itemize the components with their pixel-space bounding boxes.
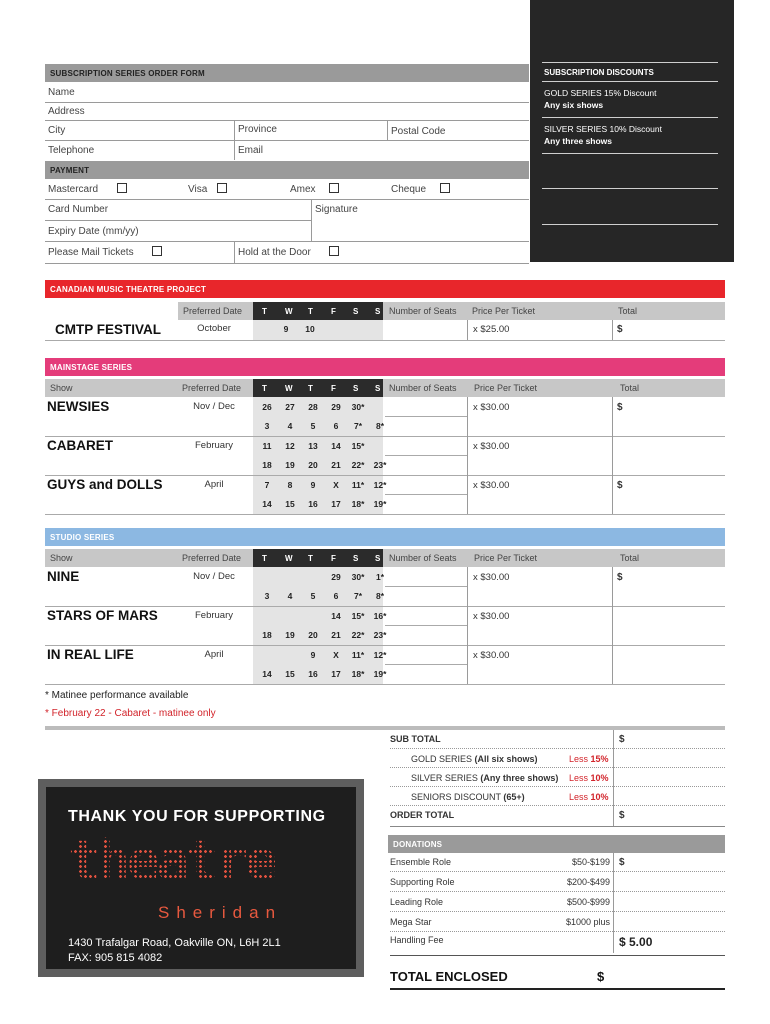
date-option[interactable]: 5	[310, 421, 316, 431]
province-label: Province	[238, 124, 277, 135]
cmtp-day-2[interactable]: 10	[305, 324, 315, 334]
amex-checkbox[interactable]	[329, 183, 339, 193]
mainstage-day-header	[253, 379, 383, 397]
donation-label: Leading Role	[390, 897, 444, 907]
row-divider	[45, 514, 725, 515]
day-letter: W	[285, 384, 293, 393]
date-option[interactable]: 3	[264, 591, 270, 601]
date-option[interactable]: 4	[287, 591, 293, 601]
row-divider	[45, 606, 725, 607]
date-option[interactable]: 21	[331, 630, 341, 640]
seats-field[interactable]	[385, 586, 467, 587]
seats-divider	[467, 606, 468, 645]
cmtp-header	[45, 280, 725, 298]
order-form-title: SUBSCRIPTION SERIES ORDER FORM	[50, 69, 205, 78]
date-option[interactable]: 17	[331, 669, 341, 679]
order-form-header	[45, 64, 529, 82]
day-letter: F	[331, 307, 336, 316]
preferred-date: April	[204, 479, 224, 490]
mastercard-label: Mastercard	[48, 184, 99, 195]
date-option[interactable]: 8	[287, 480, 293, 490]
payment-title: PAYMENT	[50, 166, 90, 175]
col-price: Price Per Ticket	[472, 306, 536, 316]
handling-fee-label: Handling Fee	[390, 935, 444, 945]
city-label: City	[48, 125, 66, 136]
col-price: Price Per Ticket	[474, 553, 538, 563]
date-option[interactable]: 17	[331, 499, 341, 509]
thank-you-headline: THANK YOU FOR SUPPORTING	[68, 808, 326, 825]
date-option[interactable]: 12*	[373, 650, 387, 660]
sheridan-logo-text: Sheridan	[158, 903, 283, 922]
date-option[interactable]: 28	[308, 402, 318, 412]
date-option[interactable]: 8*	[375, 421, 385, 431]
day-letter: S	[353, 307, 359, 316]
date-option[interactable]: 16*	[373, 611, 387, 621]
date-option[interactable]: 7	[264, 480, 270, 490]
studio-day-header	[253, 549, 383, 567]
donation-line[interactable]	[390, 891, 725, 892]
date-option[interactable]: 9	[310, 480, 316, 490]
date-option[interactable]: 15	[285, 499, 295, 509]
day-letter: S	[375, 384, 381, 393]
col-preferred-date: Preferred Date	[182, 553, 242, 563]
hold-door-label: Hold at the Door	[238, 247, 311, 258]
name-field[interactable]	[45, 102, 529, 103]
cmtp-day-1[interactable]: 9	[283, 324, 289, 334]
studio-col-header	[45, 549, 725, 567]
col-num-seats: Number of Seats	[389, 306, 457, 316]
cabaret-note: * February 22 - Cabaret - matinee only	[45, 708, 216, 719]
show-name: CABARET	[47, 438, 113, 453]
mail-tickets-label: Please Mail Tickets	[48, 247, 134, 258]
signature-label: Signature	[315, 204, 358, 215]
thank-you-box	[38, 779, 364, 977]
preferred-date: February	[194, 440, 233, 451]
total-enclosed-dollar[interactable]: $	[597, 969, 605, 984]
total-divider	[612, 475, 613, 514]
col-preferred-date: Preferred Date	[182, 383, 242, 393]
donation-label: Supporting Role	[390, 877, 455, 887]
preferred-date: February	[194, 610, 233, 621]
date-option[interactable]: 22*	[351, 630, 365, 640]
card-number-field[interactable]	[45, 220, 311, 221]
date-option[interactable]: 20	[308, 460, 318, 470]
subtotal-dollar[interactable]: $	[619, 734, 625, 745]
donation-line[interactable]	[390, 931, 725, 932]
expiry-field[interactable]	[45, 241, 529, 242]
cmtp-title: CANADIAN MUSIC THEATRE PROJECT	[50, 285, 207, 294]
donation-amount: $200-$499	[566, 877, 610, 887]
donation-amount: $1000 plus	[565, 917, 610, 927]
show-name: NINE	[47, 569, 80, 584]
donations-title: DONATIONS	[393, 840, 443, 849]
email-label: Email	[238, 145, 264, 156]
name-label: Name	[48, 87, 75, 98]
subtotal-label: SUB TOTAL	[390, 734, 441, 744]
date-option[interactable]: 20	[308, 630, 318, 640]
date-option[interactable]: 14	[331, 441, 341, 451]
show-name: GUYS and DOLLS	[47, 477, 163, 492]
seats-field[interactable]	[385, 625, 467, 626]
row-total[interactable]: $	[617, 480, 623, 491]
cmtp-total[interactable]: $	[617, 324, 623, 335]
day-letter: T	[262, 384, 267, 393]
cmtp-price: x $25.00	[473, 324, 510, 335]
address-field[interactable]	[45, 120, 529, 121]
seats-divider	[467, 475, 468, 514]
gold-discount-sub: Any six shows	[544, 100, 604, 110]
gold-discount: GOLD SERIES 15% Discount	[544, 88, 657, 98]
mainstage-header	[45, 358, 725, 376]
total-divider	[612, 436, 613, 475]
matinee-note: * Matinee performance available	[45, 690, 189, 701]
date-option[interactable]: 22*	[351, 460, 365, 470]
silver-less: Less 10%	[569, 773, 609, 783]
seats-divider	[467, 397, 468, 436]
date-option[interactable]: 9	[310, 650, 316, 660]
total-divider	[612, 645, 613, 684]
payment-header	[45, 161, 529, 179]
date-option[interactable]: 19	[285, 460, 295, 470]
date-option[interactable]: 13	[308, 441, 318, 451]
donation-line[interactable]	[390, 911, 725, 912]
date-option[interactable]: 6	[333, 591, 339, 601]
date-option[interactable]: 30*	[351, 402, 365, 412]
day-letter: S	[353, 384, 359, 393]
city-field[interactable]	[45, 140, 529, 141]
cmtp-day-header	[253, 302, 383, 320]
gold-series-row: GOLD SERIES (All six shows)	[411, 754, 538, 764]
date-option[interactable]: 11	[262, 441, 272, 451]
studio-title: STUDIO SERIES	[50, 533, 115, 542]
price-per-ticket: x $30.00	[473, 611, 510, 622]
date-option[interactable]: 19*	[373, 669, 387, 679]
date-option[interactable]: 29	[331, 402, 341, 412]
mail-tickets-checkbox[interactable]	[152, 246, 162, 256]
donation-label: Mega Star	[390, 917, 432, 927]
date-option[interactable]: 23*	[373, 630, 387, 640]
donation-dollar[interactable]: $	[619, 857, 625, 868]
discounts-title: SUBSCRIPTION DISCOUNTS	[544, 68, 654, 77]
row-divider	[45, 436, 725, 437]
date-option[interactable]: 14	[262, 499, 272, 509]
price-per-ticket: x $30.00	[473, 650, 510, 661]
date-option[interactable]: 18*	[351, 499, 365, 509]
col-total: Total	[620, 553, 640, 563]
hold-door-checkbox[interactable]	[329, 246, 339, 256]
mainstage-title: MAINSTAGE SERIES	[50, 363, 133, 372]
date-option[interactable]: 3	[264, 421, 270, 431]
visa-label: Visa	[188, 184, 208, 195]
day-letter: F	[331, 384, 336, 393]
seats-field[interactable]	[385, 416, 467, 417]
date-option[interactable]: 21	[331, 460, 341, 470]
handling-fee-amount: $ 5.00	[619, 935, 653, 949]
donation-line[interactable]	[390, 871, 725, 872]
preferred-date: Nov / Dec	[193, 401, 235, 412]
total-divider	[612, 606, 613, 645]
date-option[interactable]: 7*	[353, 591, 363, 601]
date-option[interactable]: 30*	[351, 572, 365, 582]
total-enclosed-label: TOTAL ENCLOSED	[390, 969, 508, 984]
date-option[interactable]: 8*	[375, 591, 385, 601]
donation-label: Ensemble Role	[390, 857, 452, 867]
donation-amount: $50-$199	[571, 857, 610, 867]
date-option[interactable]: 18	[262, 630, 272, 640]
date-option[interactable]: 1*	[375, 572, 385, 582]
col-price: Price Per Ticket	[474, 383, 538, 393]
date-option[interactable]: 18*	[351, 669, 365, 679]
postal-code-label: Postal Code	[391, 126, 446, 137]
seats-field[interactable]	[385, 494, 467, 495]
row-divider	[45, 684, 725, 685]
date-option[interactable]: 6	[333, 421, 339, 431]
studio-header	[45, 528, 725, 546]
day-letter: F	[331, 554, 336, 563]
price-per-ticket: x $30.00	[473, 572, 510, 583]
date-option[interactable]: 15*	[351, 611, 365, 621]
gold-less: Less 15%	[569, 754, 609, 764]
seats-field[interactable]	[385, 664, 467, 665]
date-option[interactable]: 23*	[373, 460, 387, 470]
date-option[interactable]: 15*	[351, 441, 365, 451]
col-num-seats: Number of Seats	[389, 553, 457, 563]
date-option[interactable]: X	[333, 650, 339, 660]
cheque-label: Cheque	[391, 184, 427, 195]
expiry-label: Expiry Date (mm/yy)	[48, 226, 139, 237]
col-show: Show	[50, 383, 73, 393]
day-letter: T	[262, 307, 267, 316]
date-option[interactable]: 16	[308, 669, 318, 679]
preferred-date: Nov / Dec	[193, 571, 235, 582]
date-option[interactable]: 11*	[351, 480, 365, 490]
address: 1430 Trafalgar Road, Oakville ON, L6H 2L1	[68, 937, 281, 949]
seniors-less: Less 10%	[569, 792, 609, 802]
col-num-seats: Number of Seats	[389, 383, 457, 393]
col-total: Total	[618, 306, 638, 316]
date-option[interactable]: 27	[285, 402, 295, 412]
amex-label: Amex	[290, 184, 316, 195]
address-label: Address	[48, 106, 85, 117]
day-letter: T	[308, 554, 313, 563]
theatre-logo: theatre	[68, 829, 275, 892]
seats-field[interactable]	[385, 455, 467, 456]
row-divider	[45, 475, 725, 476]
date-option[interactable]: 12	[285, 441, 295, 451]
donations-header	[388, 835, 725, 853]
day-letter: W	[285, 307, 293, 316]
discounts-panel	[530, 0, 734, 262]
day-letter: T	[262, 554, 267, 563]
silver-series-row: SILVER SERIES (Any three shows)	[411, 773, 559, 783]
order-total-dollar[interactable]: $	[619, 810, 625, 821]
date-option[interactable]: 19	[285, 630, 295, 640]
day-letter: S	[353, 554, 359, 563]
show-name: IN REAL LIFE	[47, 647, 134, 662]
mainstage-col-header	[45, 379, 725, 397]
day-letter: S	[375, 554, 381, 563]
date-option[interactable]: X	[333, 480, 339, 490]
date-option[interactable]: 14	[262, 669, 272, 679]
price-per-ticket: x $30.00	[473, 441, 510, 452]
col-preferred-date: Preferred Date	[183, 306, 243, 316]
total-divider	[612, 397, 613, 436]
row-total[interactable]: $	[617, 402, 623, 413]
price-per-ticket: x $30.00	[473, 480, 510, 491]
seats-divider	[467, 567, 468, 606]
date-option[interactable]: 11*	[351, 650, 365, 660]
order-total-label: ORDER TOTAL	[390, 810, 455, 820]
show-name: NEWSIES	[47, 399, 110, 414]
silver-discount-sub: Any three shows	[544, 136, 613, 146]
mastercard-checkbox[interactable]	[117, 183, 127, 193]
seniors-row: SENIORS DISCOUNT (65+)	[411, 792, 525, 802]
date-option[interactable]: 15	[285, 669, 295, 679]
date-option[interactable]: 29	[331, 572, 341, 582]
day-letter: S	[375, 307, 381, 316]
date-option[interactable]: 19*	[373, 499, 387, 509]
day-letter: W	[285, 554, 293, 563]
visa-checkbox[interactable]	[217, 183, 227, 193]
fax: FAX: 905 815 4082	[68, 952, 163, 964]
silver-discount: SILVER SERIES 10% Discount	[544, 124, 662, 134]
date-option[interactable]: 14	[331, 611, 341, 621]
row-divider	[45, 645, 725, 646]
date-option[interactable]: 12*	[373, 480, 387, 490]
preferred-date: April	[204, 649, 224, 660]
day-letter: T	[308, 307, 313, 316]
date-option[interactable]: 5	[310, 591, 316, 601]
date-option[interactable]: 7*	[353, 421, 363, 431]
cheque-checkbox[interactable]	[440, 183, 450, 193]
show-name: STARS OF MARS	[47, 608, 158, 623]
col-total: Total	[620, 383, 640, 393]
card-number-label: Card Number	[48, 204, 109, 215]
telephone-label: Telephone	[48, 145, 95, 156]
date-option[interactable]: 18	[262, 460, 272, 470]
date-option[interactable]: 16	[308, 499, 318, 509]
cmtp-show-name: CMTP FESTIVAL	[55, 322, 162, 337]
col-show: Show	[50, 553, 73, 563]
price-per-ticket: x $30.00	[473, 402, 510, 413]
date-option[interactable]: 4	[287, 421, 293, 431]
cmtp-date: October	[197, 323, 231, 334]
total-divider	[612, 567, 613, 606]
seats-divider	[467, 645, 468, 684]
date-option[interactable]: 26	[262, 402, 272, 412]
seats-divider	[467, 436, 468, 475]
day-letter: T	[308, 384, 313, 393]
row-total[interactable]: $	[617, 572, 623, 583]
donation-amount: $500-$999	[566, 897, 610, 907]
